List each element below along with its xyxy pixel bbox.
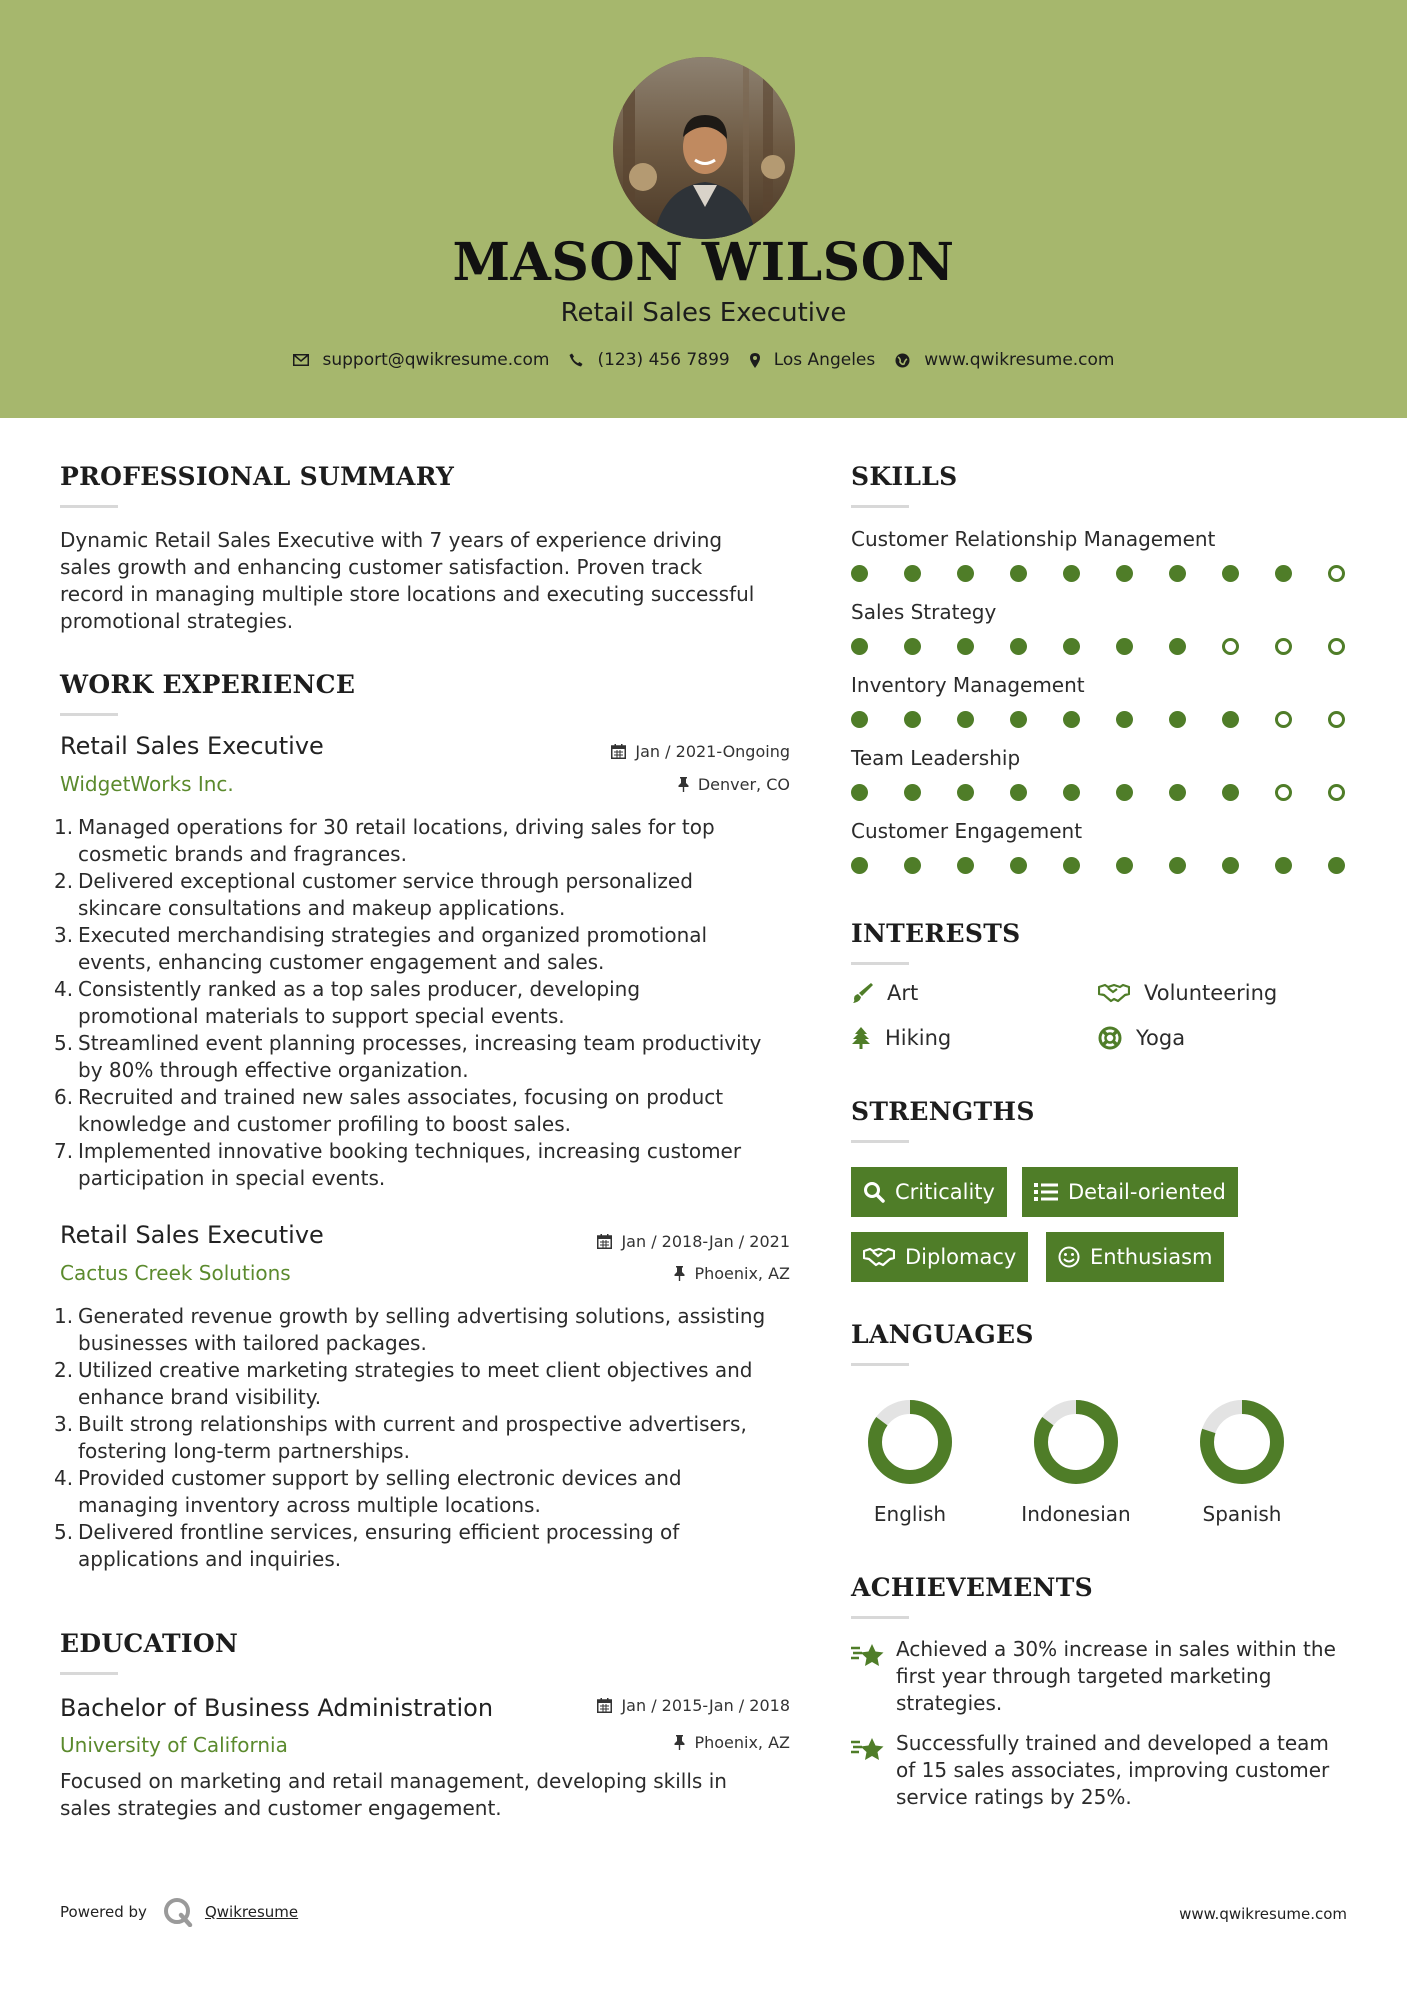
education-description [60, 1768, 800, 1822]
language-item [1162, 1398, 1322, 1526]
summary-line: promotional strategies. [60, 609, 294, 633]
education-school: University of California [60, 1733, 288, 1757]
list-number: 7. [54, 1139, 74, 1163]
list-number: 3. [54, 1412, 74, 1436]
skill-dot-filled [1010, 784, 1027, 801]
skill-dot-filled [1116, 711, 1133, 728]
skill-dot-filled [1169, 565, 1186, 582]
contact-website[interactable] [895, 350, 1114, 370]
list-line: Executed merchandising strategies and organized promotional [78, 923, 708, 947]
interest-label: Hiking [885, 1026, 952, 1050]
list-number: 5. [54, 1031, 74, 1055]
list-number: 1. [54, 1304, 74, 1328]
education-heading: EDUCATION [60, 1629, 239, 1658]
job-date-text: Jan / 2021-Ongoing [635, 742, 790, 761]
summary-heading: PROFESSIONAL SUMMARY [60, 462, 455, 491]
interests-heading: INTERESTS [851, 919, 1021, 948]
list-line: applications and inquiries. [78, 1547, 342, 1571]
list-item [54, 1303, 800, 1357]
envelope-icon [293, 354, 309, 366]
summary-line: record in managing multiple store locations and executing successful [60, 582, 755, 606]
list-line: cosmetic brands and fragrances. [78, 842, 407, 866]
skill-dot-filled [1222, 711, 1239, 728]
skill-dot-filled [1116, 784, 1133, 801]
summary-line: sales growth and enhancing customer satisfaction. Proven track [60, 555, 703, 579]
list-item [54, 1138, 800, 1192]
skill-dot-filled [1010, 638, 1027, 655]
education-line: Focused on marketing and retail management, developing skills in [60, 1769, 727, 1793]
star-shooting-icon [851, 1736, 885, 1764]
skill-dot-filled [1222, 784, 1239, 801]
skill-rating [851, 638, 1345, 655]
achievement-item [851, 1730, 1371, 1811]
skill-dot-filled [1275, 857, 1292, 874]
skill-dot-filled [1063, 857, 1080, 874]
contact-location-text: Los Angeles [773, 350, 876, 370]
skill-dot-filled [1063, 711, 1080, 728]
footer-powered-by [60, 1897, 298, 1927]
skill-dot-filled [1169, 784, 1186, 801]
list-line: enhance brand visibility. [78, 1385, 322, 1409]
skill-dot-filled [904, 711, 921, 728]
skill-dot-filled [957, 711, 974, 728]
contact-email-text: support@qwikresume.com [322, 350, 550, 370]
powered-by-text: Powered by [60, 1903, 147, 1921]
list-number: 2. [54, 869, 74, 893]
skill-dot-empty [1275, 711, 1292, 728]
job-duties-list [54, 1303, 800, 1573]
skill-dot-filled [1063, 565, 1080, 582]
contact-location [750, 350, 876, 370]
education-date-text: Jan / 2015-Jan / 2018 [621, 1696, 790, 1715]
skill-dot-filled [1169, 638, 1186, 655]
skill-dot-empty [1275, 638, 1292, 655]
skill-dot-filled [957, 565, 974, 582]
job-date-text: Jan / 2018-Jan / 2021 [621, 1232, 790, 1251]
interest-art [851, 981, 918, 1005]
strengths-heading: STRENGTHS [851, 1097, 1035, 1126]
list-item [54, 1357, 800, 1411]
strength-tag-enthusiasm [1046, 1232, 1224, 1282]
skill-dot-filled [1063, 784, 1080, 801]
search-icon [863, 1181, 885, 1203]
achievement-line: first year through targeted marketing [896, 1664, 1272, 1688]
list-item [54, 922, 800, 976]
language-proficiency-donut [866, 1398, 954, 1486]
contact-bar [0, 350, 1407, 370]
skill-rating [851, 784, 1345, 801]
skill-dot-filled [1169, 857, 1186, 874]
skills-underline [851, 505, 909, 508]
skill-label: Customer Relationship Management [851, 527, 1216, 551]
candidate-title: Retail Sales Executive [560, 298, 847, 328]
list-line: Streamlined event planning processes, increasing team productivity [78, 1031, 762, 1055]
summary-underline [60, 505, 118, 508]
languages-heading: LANGUAGES [851, 1320, 1034, 1349]
qwikresume-link[interactable]: Qwikresume [204, 1903, 299, 1921]
pushpin-icon [678, 777, 689, 792]
contact-email[interactable] [293, 350, 550, 370]
language-item [996, 1398, 1156, 1526]
list-line: participation in special events. [78, 1166, 386, 1190]
experience-underline [60, 713, 118, 716]
list-line: Managed operations for 30 retail locations, driving sales for top [78, 815, 715, 839]
contact-phone[interactable] [569, 350, 729, 370]
interest-label: Volunteering [1144, 981, 1278, 1005]
skill-label: Team Leadership [851, 746, 1021, 770]
qwikresume-logo-icon [163, 1897, 193, 1927]
skill-dot-filled [1010, 711, 1027, 728]
profile-photo [613, 57, 795, 239]
list-line: Consistently ranked as a top sales producer, developing [78, 977, 641, 1001]
job-location-text: Phoenix, AZ [694, 1264, 790, 1283]
education-location-text: Phoenix, AZ [694, 1733, 790, 1752]
job-title: Retail Sales Executive [60, 1221, 324, 1249]
list-item [54, 1411, 800, 1465]
list-line: events, enhancing customer engagement and sales. [78, 950, 605, 974]
skills-heading: SKILLS [851, 462, 958, 491]
strength-label: Detail-oriented [1068, 1180, 1226, 1204]
contact-phone-text: (123) 456 7899 [597, 350, 730, 370]
job-company: Cactus Creek Solutions [60, 1261, 291, 1285]
globe-icon [895, 353, 910, 368]
skill-dot-filled [904, 857, 921, 874]
list-number: 5. [54, 1520, 74, 1544]
list-item [54, 976, 800, 1030]
summary-line: Dynamic Retail Sales Executive with 7 years of experience driving [60, 528, 723, 552]
skill-dot-filled [851, 638, 868, 655]
list-item [54, 1465, 800, 1519]
strength-tag-criticality [851, 1167, 1007, 1217]
list-number: 4. [54, 1466, 74, 1490]
skill-dot-filled [851, 857, 868, 874]
job-duties-list [54, 814, 800, 1192]
skill-dot-filled [1010, 565, 1027, 582]
skill-rating [851, 711, 1345, 728]
interest-yoga [1098, 1026, 1185, 1050]
skill-dot-filled [851, 784, 868, 801]
skill-dot-filled [904, 638, 921, 655]
job-date [480, 742, 790, 761]
skill-dot-filled [1222, 857, 1239, 874]
handshake-icon [863, 1247, 895, 1267]
skill-dot-filled [1010, 857, 1027, 874]
skill-dot-empty [1328, 638, 1345, 655]
tree-icon [851, 1027, 871, 1049]
list-item [54, 814, 800, 868]
skill-dot-filled [1328, 857, 1345, 874]
list-number: 4. [54, 977, 74, 1001]
contact-website-text: www.qwikresume.com [924, 350, 1115, 370]
list-line: fostering long-term partnerships. [78, 1439, 410, 1463]
paintbrush-icon [851, 982, 873, 1004]
skill-dot-filled [1116, 638, 1133, 655]
list-line: managing inventory across multiple locations. [78, 1493, 541, 1517]
list-item [54, 1519, 800, 1573]
list-line: Generated revenue growth by selling advertising solutions, assisting [78, 1304, 766, 1328]
list-line: Built strong relationships with current and prospective advertisers, [78, 1412, 747, 1436]
list-line: knowledge and customer profiling to boost sales. [78, 1112, 571, 1136]
list-item [54, 1030, 800, 1084]
achievement-line: Successfully trained and developed a team [896, 1731, 1329, 1755]
job-location-text: Denver, CO [697, 775, 790, 794]
job-title: Retail Sales Executive [60, 732, 324, 760]
pushpin-icon [674, 1266, 685, 1281]
strength-tag-diplomacy [851, 1232, 1028, 1282]
skill-dot-empty [1328, 784, 1345, 801]
skill-dot-empty [1222, 638, 1239, 655]
list-number: 2. [54, 1358, 74, 1382]
skill-dot-filled [904, 565, 921, 582]
job-company: WidgetWorks Inc. [60, 772, 234, 796]
job-date [480, 1232, 790, 1251]
list-item [54, 868, 800, 922]
skill-dot-filled [851, 565, 868, 582]
education-line: sales strategies and customer engagement. [60, 1796, 502, 1820]
skill-dot-filled [851, 711, 868, 728]
skill-dot-filled [957, 784, 974, 801]
list-line: Utilized creative marketing strategies to meet client objectives and [78, 1358, 753, 1382]
list-line: businesses with tailored packages. [78, 1331, 427, 1355]
skill-label: Customer Engagement [851, 819, 1083, 843]
languages-underline [851, 1363, 909, 1366]
map-pin-icon [750, 353, 760, 368]
skill-dot-empty [1275, 784, 1292, 801]
candidate-name: MASON WILSON [452, 232, 955, 293]
skill-dot-filled [1116, 565, 1133, 582]
phone-icon [569, 353, 583, 367]
education-location [480, 1733, 790, 1752]
list-item [54, 1084, 800, 1138]
skill-dot-filled [1116, 857, 1133, 874]
calendar-icon [611, 744, 626, 759]
job-location [480, 775, 790, 794]
handshake-icon [1098, 983, 1130, 1003]
list-line: skincare consultations and makeup applications. [78, 896, 566, 920]
skill-label: Inventory Management [851, 673, 1085, 697]
calendar-icon [597, 1234, 612, 1249]
achievement-item [851, 1636, 1371, 1717]
resume-header [0, 0, 1407, 418]
list-line: Implemented innovative booking techniques, increasing customer [78, 1139, 742, 1163]
strength-label: Criticality [895, 1180, 995, 1204]
interests-underline [851, 962, 909, 965]
list-number: 1. [54, 815, 74, 839]
interest-volunteering [1098, 981, 1277, 1005]
list-number: 3. [54, 923, 74, 947]
achievement-line: Achieved a 30% increase in sales within the [896, 1637, 1336, 1661]
achievement-line: of 15 sales associates, improving customer [896, 1758, 1330, 1782]
skill-dot-empty [1328, 711, 1345, 728]
skill-dot-filled [957, 638, 974, 655]
education-degree: Bachelor of Business Administration [60, 1694, 494, 1722]
interest-label: Art [887, 981, 919, 1005]
list-line: Provided customer support by selling electronic devices and [78, 1466, 682, 1490]
smile-icon [1058, 1246, 1080, 1268]
achievement-line: strategies. [896, 1691, 1003, 1715]
skill-dot-empty [1328, 565, 1345, 582]
list-icon [1034, 1182, 1058, 1202]
language-proficiency-donut [1198, 1398, 1286, 1486]
skill-dot-filled [1222, 565, 1239, 582]
list-number: 6. [54, 1085, 74, 1109]
language-label: Spanish [1202, 1502, 1282, 1526]
skill-dot-filled [1063, 638, 1080, 655]
strength-label: Enthusiasm [1090, 1245, 1213, 1269]
list-line: Delivered frontline services, ensuring efficient processing of [78, 1520, 680, 1544]
lifering-icon [1098, 1026, 1122, 1050]
achievement-line: service ratings by 25%. [896, 1785, 1132, 1809]
skill-dot-filled [1275, 565, 1292, 582]
skill-rating [851, 857, 1345, 874]
language-label: Indonesian [1021, 1502, 1131, 1526]
experience-heading: WORK EXPERIENCE [60, 670, 356, 699]
list-line: by 80% through effective organization. [78, 1058, 469, 1082]
list-line: promotional materials to support special events. [78, 1004, 565, 1028]
calendar-icon [597, 1698, 612, 1713]
strength-tag-detail-oriented [1022, 1167, 1238, 1217]
strengths-underline [851, 1140, 909, 1143]
skill-dot-filled [904, 784, 921, 801]
education-underline [60, 1672, 118, 1675]
achievements-underline [851, 1616, 909, 1619]
list-line: Delivered exceptional customer service through personalized [78, 869, 693, 893]
skill-rating [851, 565, 1345, 582]
education-date [480, 1696, 790, 1715]
achievements-heading: ACHIEVEMENTS [851, 1573, 1093, 1602]
interest-label: Yoga [1136, 1026, 1186, 1050]
summary-text [60, 527, 800, 635]
skill-dot-filled [1169, 711, 1186, 728]
interest-hiking [851, 1026, 951, 1050]
skill-label: Sales Strategy [851, 600, 997, 624]
skill-dot-filled [957, 857, 974, 874]
star-shooting-icon [851, 1642, 885, 1670]
language-proficiency-donut [1032, 1398, 1120, 1486]
job-location [480, 1264, 790, 1283]
pushpin-icon [674, 1735, 685, 1750]
strength-label: Diplomacy [905, 1245, 1017, 1269]
list-line: Recruited and trained new sales associates, focusing on product [78, 1085, 724, 1109]
footer-website[interactable]: www.qwikresume.com [1179, 1905, 1347, 1923]
language-label: English [873, 1502, 947, 1526]
language-item [830, 1398, 990, 1526]
